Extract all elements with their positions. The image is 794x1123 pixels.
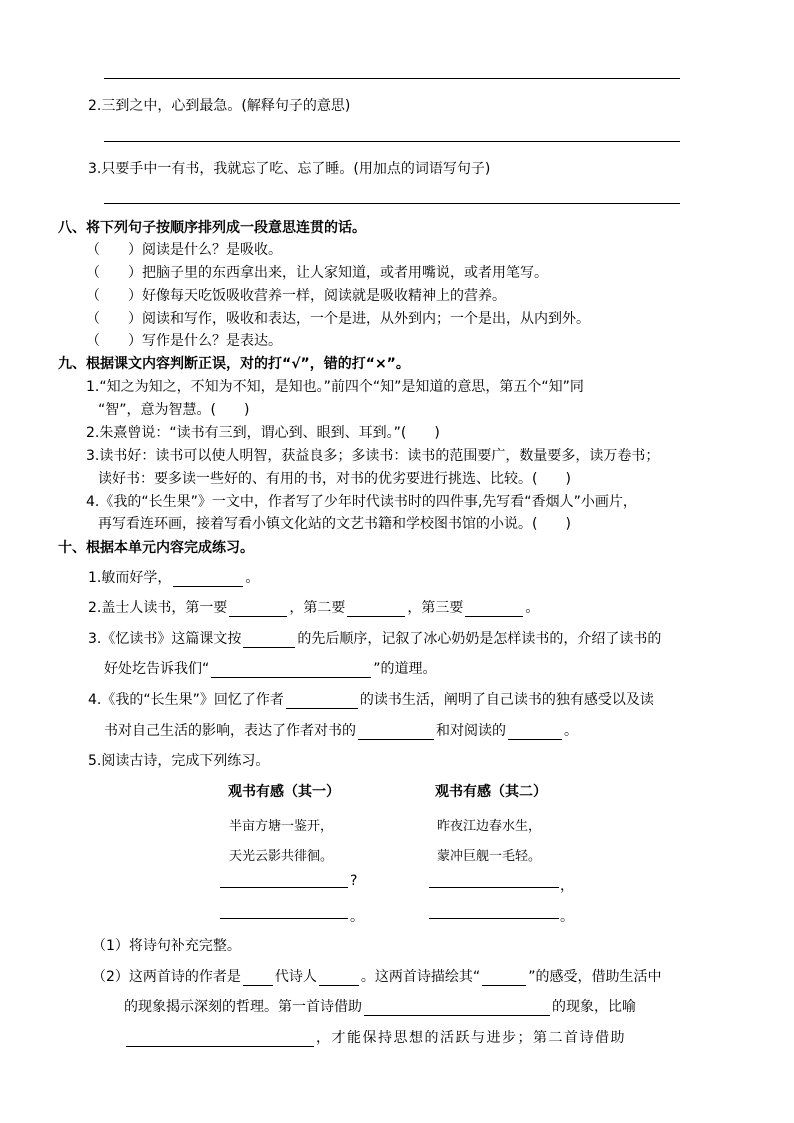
fill-blank[interactable] (173, 572, 243, 587)
q7-item-3: 3.只要手中一有书，我就忘了吃、忘了睡。(用加点的词语写句子) (88, 161, 491, 177)
poem-1-question-mark: ? (350, 873, 358, 889)
text: 。 (245, 570, 260, 586)
q10-item-1 (88, 567, 259, 587)
text: 3.《忆读书》这篇课文按 (88, 631, 242, 647)
text: 和对阅读的 (436, 723, 506, 739)
q10-item-5: 5.阅读古诗，完成下列练习。 (88, 753, 270, 769)
text: 4.《我的“长生果”》回忆了作者 (88, 692, 284, 708)
sub-question-2-cont (124, 996, 636, 1016)
fill-blank[interactable] (229, 602, 287, 617)
q10-item-3-cont (104, 658, 437, 678)
fill-blank[interactable] (286, 694, 358, 709)
poem-2-title: 观书有感（其二） (435, 784, 547, 800)
text: 1.敏而好学， (88, 570, 172, 586)
sub-question-2 (92, 966, 661, 986)
poem-1-period: 。 (350, 909, 364, 925)
q10-item-2 (88, 597, 539, 617)
section-8-heading: 八、将下列句子按顺序排列成一段意思连贯的话。 (58, 220, 366, 236)
sub-question-2-cont2 (124, 1027, 626, 1047)
poem-1-title: 观书有感（其一） (228, 784, 340, 800)
q10-item-4-cont (104, 720, 578, 740)
fill-blank[interactable] (319, 971, 359, 986)
poem-2-comma: ， (560, 878, 574, 894)
fill-blank[interactable] (211, 663, 371, 678)
q8-item: （ ）写作是什么？是表达。 (86, 333, 282, 349)
poem-1-blank-3[interactable] (220, 887, 348, 888)
q9-item-3-cont: 读好书：要多读一些好的、有用的书，对书的优劣要进行挑选、比较。( ) (98, 471, 571, 487)
poem-1-blank-4[interactable] (220, 918, 348, 919)
text: ”的道理。 (373, 661, 437, 677)
q8-item: （ ）好像每天吃饭吸收营养一样，阅读就是吸收精神上的营养。 (86, 288, 506, 304)
text: ，才能保持思想的活跃与进步；第二首诗借助 (316, 1030, 626, 1046)
fill-blank[interactable] (126, 1032, 314, 1047)
text: 书对自己生活的影响，表达了作者对书的 (104, 723, 356, 739)
text: 。 (525, 600, 540, 616)
fill-blank[interactable] (243, 971, 273, 986)
q9-item-1: 1.“知之为知之，不知为不知，是知也。”前四个“知”是知道的意思，第五个“知”同 (86, 379, 584, 395)
fill-blank[interactable] (347, 602, 405, 617)
poem-2-blank-3[interactable] (429, 887, 559, 888)
text: 的现象，比喻 (552, 999, 636, 1015)
q8-item: （ ）把脑子里的东西拿出来，让人家知道，或者用嘴说，或者用笔写。 (86, 265, 548, 281)
q9-item-4-cont: 再写看连环画，接着写看小镇文化站的文艺书籍和学校图书馆的小说。( ) (98, 516, 571, 532)
poem-2-blank-4[interactable] (429, 918, 559, 919)
poem-2-line-1: 昨夜江边春水生， (437, 819, 542, 834)
text: 2.盖士人读书，第一要 (88, 600, 228, 616)
text: 的先后顺序，记叙了冰心奶奶是怎样读书的，介绍了读书的 (297, 631, 662, 647)
q8-item: （ ）阅读和写作，吸收和表达，一个是进，从外到内；一个是出，从内到外。 (86, 311, 590, 327)
text: 。这两首诗描绘其“ (360, 969, 481, 985)
text: 的读书生活，阐明了自己读书的独有感受以及读 (359, 692, 654, 708)
fill-blank[interactable] (364, 1001, 550, 1016)
fill-blank[interactable] (482, 971, 526, 986)
poem-1-line-1: 半亩方塘一鉴开， (229, 819, 334, 834)
q9-item-4: 4.《我的“长生果”》一文中，作者写了少年时代读书时的四件事,先写看“香烟人”小画片， (86, 494, 637, 510)
sub-question-1: （1）将诗句补充完整。 (92, 938, 241, 954)
text: ，第二要 (289, 600, 346, 616)
q7-item-2: 2.三到之中，心到最急。(解释句子的意思) (88, 98, 351, 114)
poem-1-line-2: 天光云影共徘徊。 (229, 849, 334, 864)
text: 好处圪告诉我们“ (104, 661, 210, 677)
poem-2-line-2: 蒙冲巨舰一毛轻。 (437, 849, 542, 864)
q9-item-2: 2.朱熹曾说：“读书有三到，谓心到、眼到、耳到。”( ) (86, 425, 440, 441)
fill-blank[interactable] (465, 602, 523, 617)
section-9-heading: 九、根据课文内容判断正误，对的打“√”，错的打“×”。 (58, 356, 410, 372)
text: 代诗人 (274, 969, 317, 985)
fill-blank[interactable] (358, 725, 434, 740)
q8-item: （ ）阅读是什么？是吸收。 (86, 242, 282, 258)
text: （2）这两首诗的作者是 (92, 969, 241, 985)
text: ”的感受，借助生活中 (528, 969, 662, 985)
answer-line[interactable] (104, 78, 680, 79)
fill-blank[interactable] (508, 725, 562, 740)
section-10-heading: 十、根据本单元内容完成练习。 (58, 540, 254, 556)
text: ，第三要 (407, 600, 464, 616)
poem-2-period: 。 (560, 909, 574, 925)
q10-item-4 (88, 689, 654, 709)
q9-item-3: 3.读书好：读书可以使人明智，获益良多；多读书：读书的范围要广，数量要多，读万卷书； (86, 448, 660, 464)
text: 。 (564, 723, 578, 739)
text: 的现象揭示深刻的哲理。第一首诗借助 (124, 999, 362, 1015)
q10-item-3 (88, 628, 661, 648)
fill-blank[interactable] (243, 633, 295, 648)
q9-item-1-cont: “智”，意为智慧。( ) (98, 402, 250, 418)
answer-line[interactable] (104, 203, 680, 204)
answer-line[interactable] (104, 141, 680, 142)
